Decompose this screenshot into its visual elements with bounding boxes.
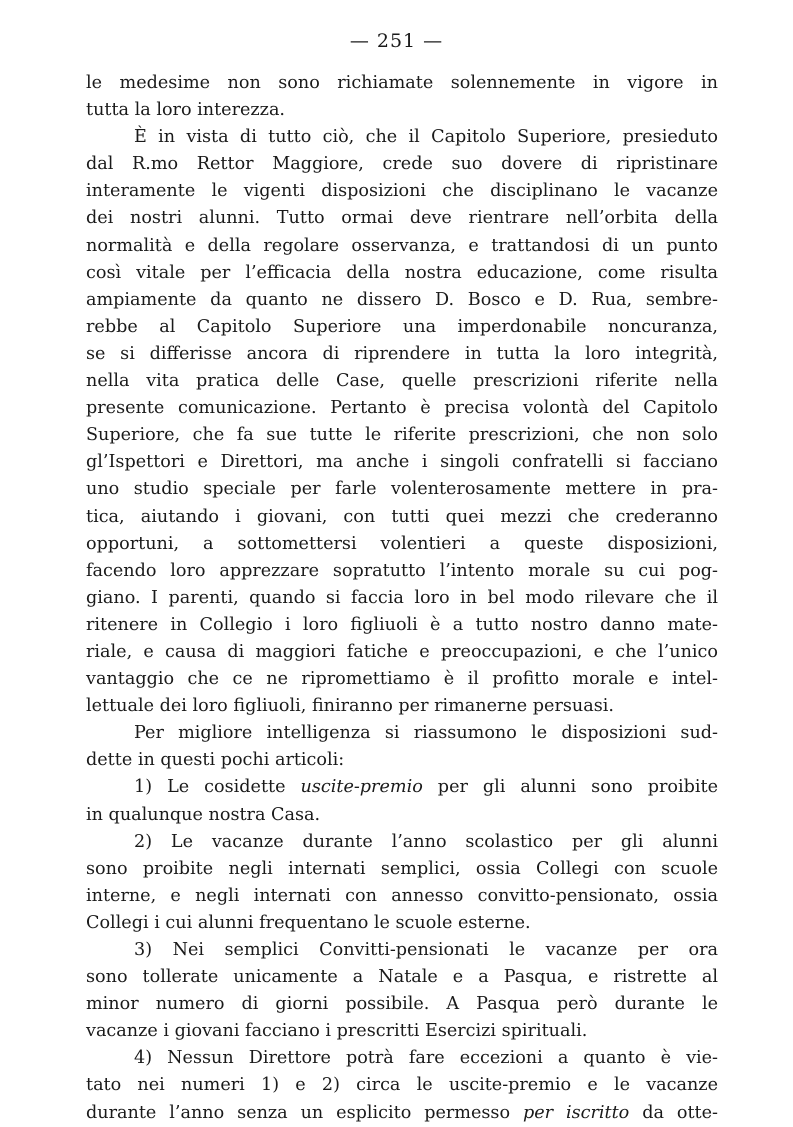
text-line: dei nostri alunni. Tutto ormai deve rientrare nell’orbita della <box>86 208 718 229</box>
text-line: le medesime non sono richiamate solennemente in vigore in <box>86 73 718 93</box>
text-line: Superiore, che fa sue tutte le riferite prescrizioni, che non solo <box>86 425 718 446</box>
text-line: È in vista di tutto ciò, che il Capitolo Superiore, presieduto <box>134 127 718 148</box>
text-line: tutta la loro interezza. <box>86 100 286 121</box>
text-line: gl’Ispettori e Direttori, ma anche i singoli confratelli si facciano <box>86 452 718 473</box>
text-line: 3) Nei semplici Convitti-pensionati le vacanze per ora <box>134 940 718 960</box>
text-line: Collegi i cui alunni frequentano le scuole esterne. <box>86 912 531 933</box>
text-line: 4) Nessun Direttore potrà fare eccezioni a quanto è vie- <box>134 1048 718 1069</box>
text-segment: 1) Le cosidette <box>134 777 301 798</box>
text-line: sono proibite negli internati semplici, ossia Collegi con scuole <box>86 858 718 879</box>
italic-text: per iscritto <box>522 1102 630 1123</box>
page-number: — 251 — <box>349 30 444 52</box>
text-line: tato nei numeri 1) e 2) circa le uscite-premio e le vacanze <box>86 1075 718 1096</box>
text-line: opportuni, a sottomettersi volentieri a queste disposizioni, <box>86 533 718 554</box>
text-line: Per migliore intelligenza si riassumono le disposizioni sud- <box>134 723 718 744</box>
text-line: dal R.mo Rettor Maggiore, crede suo dovere di ripristinare <box>86 154 718 175</box>
text-line: nella vita pratica delle Case, quelle prescrizioni riferite nella <box>86 371 718 392</box>
text-segment: durante l’anno senza un esplicito permesso <box>86 1102 523 1123</box>
text-line: interne, e negli internati con annesso convitto-pensionato, ossia <box>86 885 718 906</box>
text-line: presente comunicazione. Pertanto è precisa volontà del Capitolo <box>86 398 718 419</box>
text-line: riale, e causa di maggiori fatiche e preoccupazioni, e che l’unico <box>86 641 718 662</box>
text-line <box>86 774 718 801</box>
text-line: interamente le vigenti disposizioni che disciplinano le vacanze <box>86 181 718 202</box>
body-text <box>86 70 718 1127</box>
text-line: dette in questi pochi articoli: <box>86 750 345 771</box>
text-segment: da otte- <box>629 1102 718 1123</box>
text-segment: per gli alunni sono proibite <box>422 777 719 798</box>
text-line: in qualunque nostra Casa. <box>86 804 321 825</box>
text-line: facendo loro apprezzare sopratutto l’intento morale su cui pog- <box>86 560 718 581</box>
text-line: uno studio speciale per farle volenterosamente mettere in pra- <box>86 479 718 500</box>
text-line: minor numero di giorni possibile. A Pasqua però durante le <box>86 994 718 1015</box>
text-line: ritenere in Collegio i loro figliuoli è a tutto nostro danno mate- <box>86 614 718 635</box>
text-line: rebbe al Capitolo Superiore una imperdonabile noncuranza, <box>86 316 718 337</box>
text-line: giano. I parenti, quando si faccia loro in bel modo rilevare che il <box>86 587 718 608</box>
text-line: sono tollerate unicamente a Natale e a Pasqua, e ristrette al <box>86 967 718 988</box>
text-line: così vitale per l’efficacia della nostra educazione, come risulta <box>86 262 718 283</box>
text-line: vantaggio che ce ne ripromettiamo è il profitto morale e intel- <box>86 669 718 690</box>
text-line: lettuale dei loro figliuoli, finiranno per rimanerne persuasi. <box>86 696 614 717</box>
text-line: 2) Le vacanze durante l’anno scolastico per gli alunni <box>134 831 718 852</box>
text-line: tica, aiutando i giovani, con tutti quei mezzi che crederanno <box>86 506 718 527</box>
text-line: vacanze i giovani facciano i prescritti Esercizi spirituali. <box>86 1021 588 1042</box>
text-line: ampiamente da quanto ne dissero D. Bosco e D. Rua, sembre- <box>86 289 718 310</box>
text-line: se si differisse ancora di riprendere in tutta la loro integrità, <box>86 343 718 364</box>
italic-text: uscite-premio <box>300 777 423 798</box>
text-line: normalità e della regolare osservanza, e trattandosi di un punto <box>86 235 718 256</box>
